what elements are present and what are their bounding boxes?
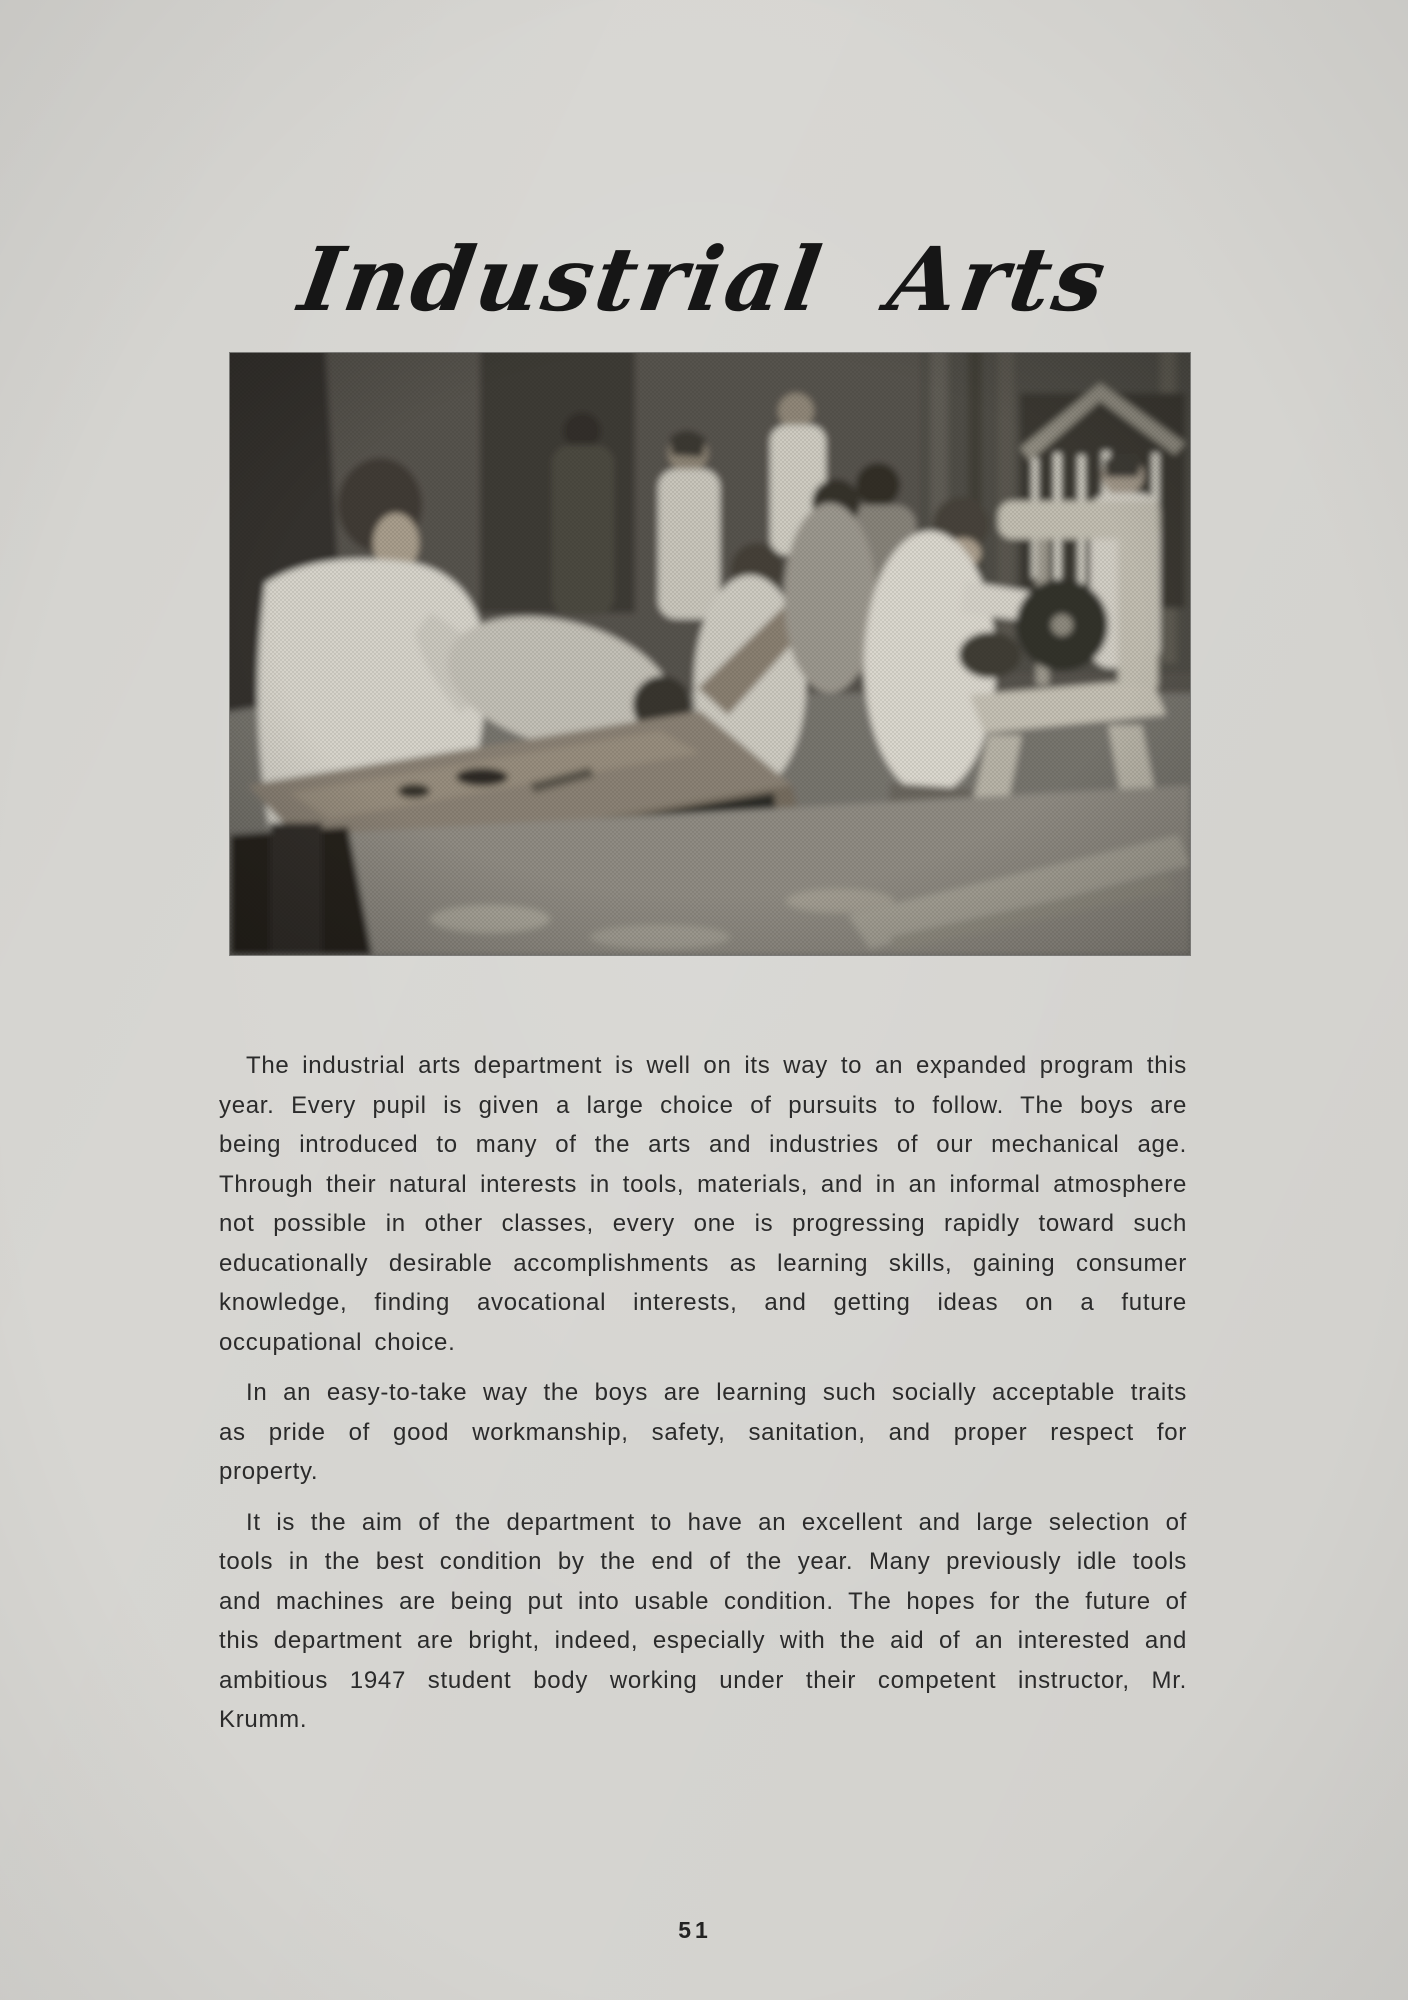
page-number: 51 [678, 1917, 712, 1943]
body-text [219, 1046, 1187, 1751]
paragraph-3: It is the aim of the department to have an excellent and large selection of tools in the best condition by the end of the year. Many previously idle tools and machines are being put into usable condition. The hopes for the future of this department are bright, indeed, especially with the aid of an interested and ambitious 1947 student body working under their competent instructor, Mr. Krumm. [219, 1508, 1187, 1733]
page-title: Industrial Arts [292, 226, 1116, 331]
photo-illustration [230, 353, 1190, 955]
industrial-arts-photo [230, 353, 1190, 955]
paragraph-2: In an easy-to-take way the boys are learning such socially acceptable traits as pride of good workmanship, safety, sanitation, and proper respect for property. [219, 1379, 1187, 1485]
paragraph-1: The industrial arts department is well on its way to an expanded program this year. Every pupil is given a large choice of pursuits to follow. The boys are being introduced to many of the arts and industries of our mechanical age. Through their natural interests in tools, materials, and in an informal atmosphere not possible in other classes, every one is progressing rapidly toward such educationally desirable accomplishments as learning skills, gaining consumer knowledge, finding avocational interests, and getting ideas on a future occupational choice. [219, 1052, 1187, 1356]
